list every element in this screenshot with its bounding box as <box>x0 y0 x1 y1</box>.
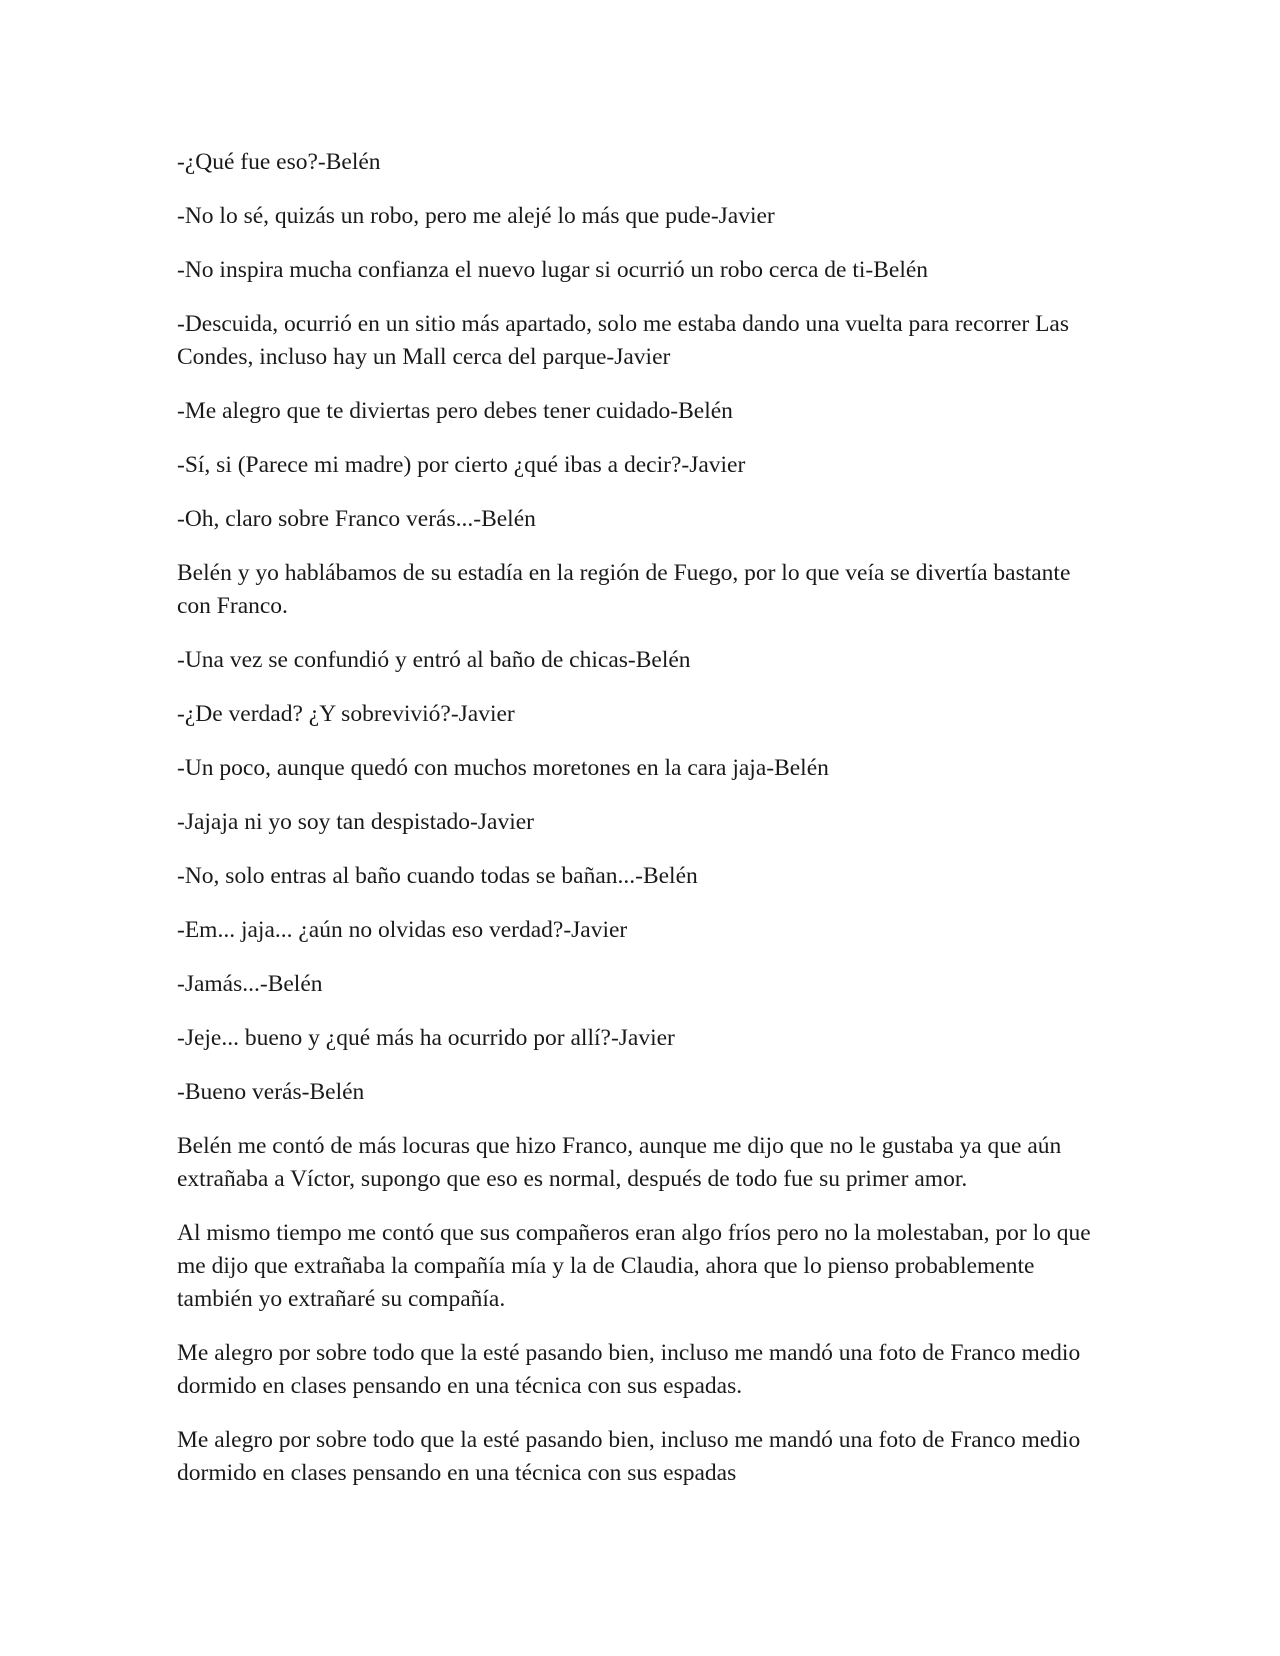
dialogue-line: -Jeje... bueno y ¿qué más ha ocurrido por allí?-Javier <box>177 1025 675 1051</box>
dialogue-line: -¿Qué fue eso?-Belén <box>177 149 381 175</box>
dialogue-line: -No inspira mucha confianza el nuevo lugar si ocurrió un robo cerca de ti-Belén <box>177 257 929 283</box>
dialogue-line: -Bueno verás-Belén <box>177 1079 365 1105</box>
dialogue-line: -¿De verdad? ¿Y sobrevivió?-Javier <box>177 701 515 727</box>
dialogue-line: -Un poco, aunque quedó con muchos moretones en la cara jaja-Belén <box>177 755 829 781</box>
dialogue-line: -Descuida, ocurrió en un sitio más apartado, solo me estaba dando una vuelta para recorrer Las Condes, incluso hay un Mall cerca del parque-Javier <box>177 311 1070 370</box>
narrative-paragraph: Al mismo tiempo me contó que sus compañeros eran algo fríos pero no la molestaban, por lo que me dijo que extrañaba la compañía mía y la de Claudia, ahora que lo pienso probablemente también yo extrañaré su compañía. <box>177 1220 1091 1312</box>
dialogue-line: -Jajaja ni yo soy tan despistado-Javier <box>177 809 534 835</box>
narrative-paragraph: Me alegro por sobre todo que la esté pasando bien, incluso me mandó una foto de Franco medio dormido en clases pensando en una técnica con sus espadas <box>177 1427 1081 1486</box>
document-body <box>177 146 1097 1511</box>
dialogue-line: -Jamás...-Belén <box>177 971 323 997</box>
dialogue-line: -No, solo entras al baño cuando todas se bañan...-Belén <box>177 863 698 889</box>
dialogue-line: -Una vez se confundió y entró al baño de chicas-Belén <box>177 647 691 673</box>
dialogue-line: -Me alegro que te diviertas pero debes tener cuidado-Belén <box>177 398 733 424</box>
narrative-paragraph: Belén me contó de más locuras que hizo Franco, aunque me dijo que no le gustaba ya que aún extrañaba a Víctor, supongo que eso es normal, después de todo fue su primer amor. <box>177 1133 1062 1192</box>
narrative-paragraph: Belén y yo hablábamos de su estadía en la región de Fuego, por lo que veía se divertía bastante con Franco. <box>177 560 1071 619</box>
dialogue-line: -Oh, claro sobre Franco verás...-Belén <box>177 506 536 532</box>
dialogue-line: -Sí, si (Parece mi madre) por cierto ¿qué ibas a decir?-Javier <box>177 452 746 478</box>
dialogue-line: -No lo sé, quizás un robo, pero me alejé lo más que pude-Javier <box>177 203 775 229</box>
dialogue-line: -Em... jaja... ¿aún no olvidas eso verdad?-Javier <box>177 917 628 943</box>
narrative-paragraph: Me alegro por sobre todo que la esté pasando bien, incluso me mandó una foto de Franco medio dormido en clases pensando en una técnica con sus espadas. <box>177 1340 1081 1399</box>
